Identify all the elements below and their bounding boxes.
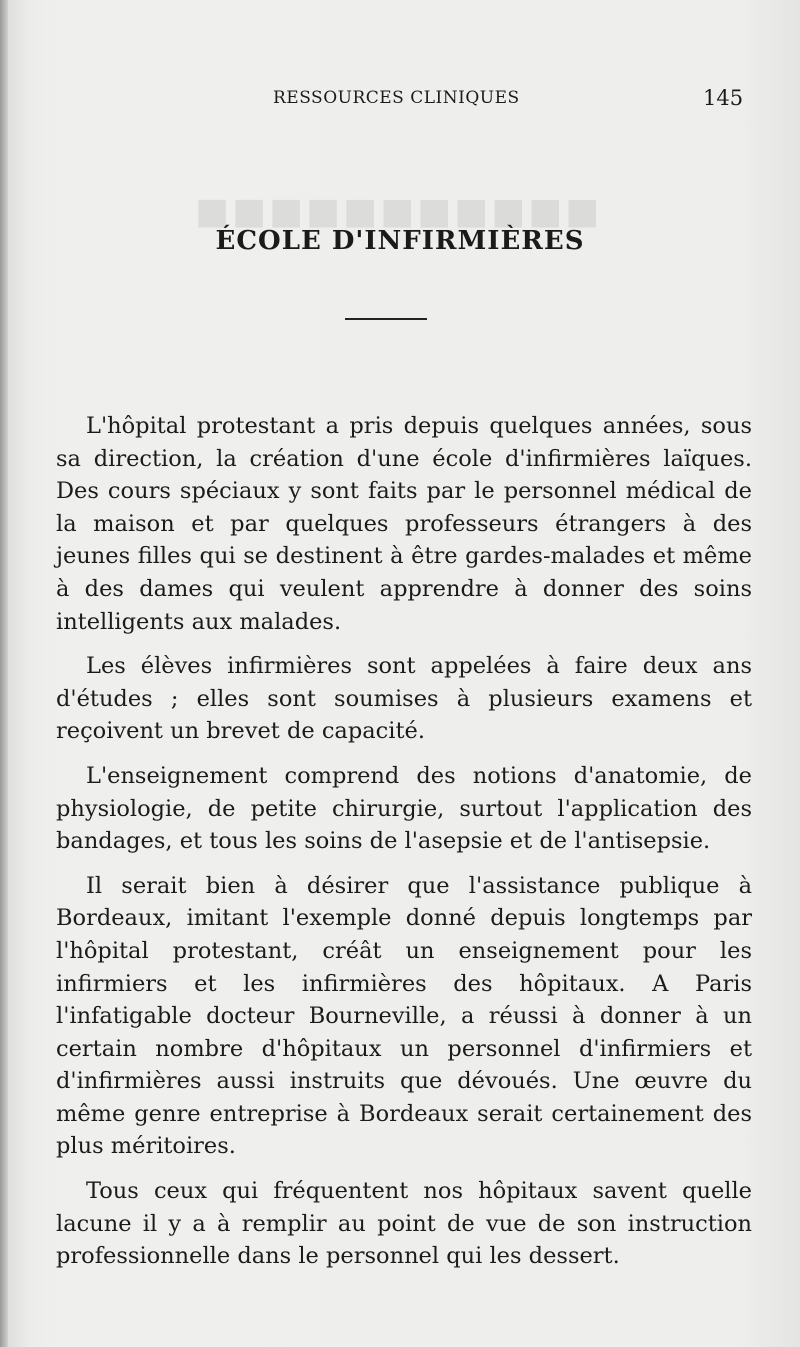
paragraph: Il serait bien à désirer que l'assistance publique à Bordeaux, imitant l'exemple donné depuis longtemps par l'hôpital protestant, créât un enseignement pour les infirmiers et les infirmières des hôpitaux. A Paris l'infatigable docteur Bourneville, a réussi à donner à un certain nombre d'hôpitaux un personnel d'infirmiers et d'infirmières aussi instruits que dévoués. Une œuvre du même genre entreprise à Bordeaux serait certainement des plus méritoires. <box>56 872 752 1160</box>
chapter-title: ÉCOLE D'INFIRMIÈRES <box>215 226 585 256</box>
paragraph: Tous ceux qui fréquentent nos hôpitaux savent quelle lacune il y a à remplir au point de vue de son instruction professionnelle dans le personnel qui les dessert. <box>56 1178 752 1270</box>
paragraph: Les élèves infirmières sont appelées à faire deux ans d'études ; elles sont soumises à plusieurs examens et reçoivent un brevet de capacité. <box>56 653 752 745</box>
title-divider <box>345 318 427 320</box>
paragraph: L'enseignement comprend des notions d'anatomie, de physiologie, de petite chirurgie, surtout l'application des bandages, et tous les soins de l'asepsie et de l'antisepsie. <box>56 762 752 855</box>
page-spine-shadow <box>0 0 8 1347</box>
paragraph: L'hôpital protestant a pris depuis quelques années, sous sa direction, la création d'une école d'infirmières laïques. Des cours spéciaux y sont faits par le personnel médical de la maison et par quelques professeurs étrangers à des jeunes filles qui se destinent à être gardes-malades et même à des dames qui veulent apprendre à donner des soins intelligents aux malades. <box>56 413 752 635</box>
page-number: 145 <box>703 86 744 110</box>
body-text <box>56 410 752 1285</box>
show-through-texture: ■■■■■■■■■■■ <box>195 190 603 232</box>
running-head: RESSOURCES CLINIQUES <box>273 88 520 108</box>
